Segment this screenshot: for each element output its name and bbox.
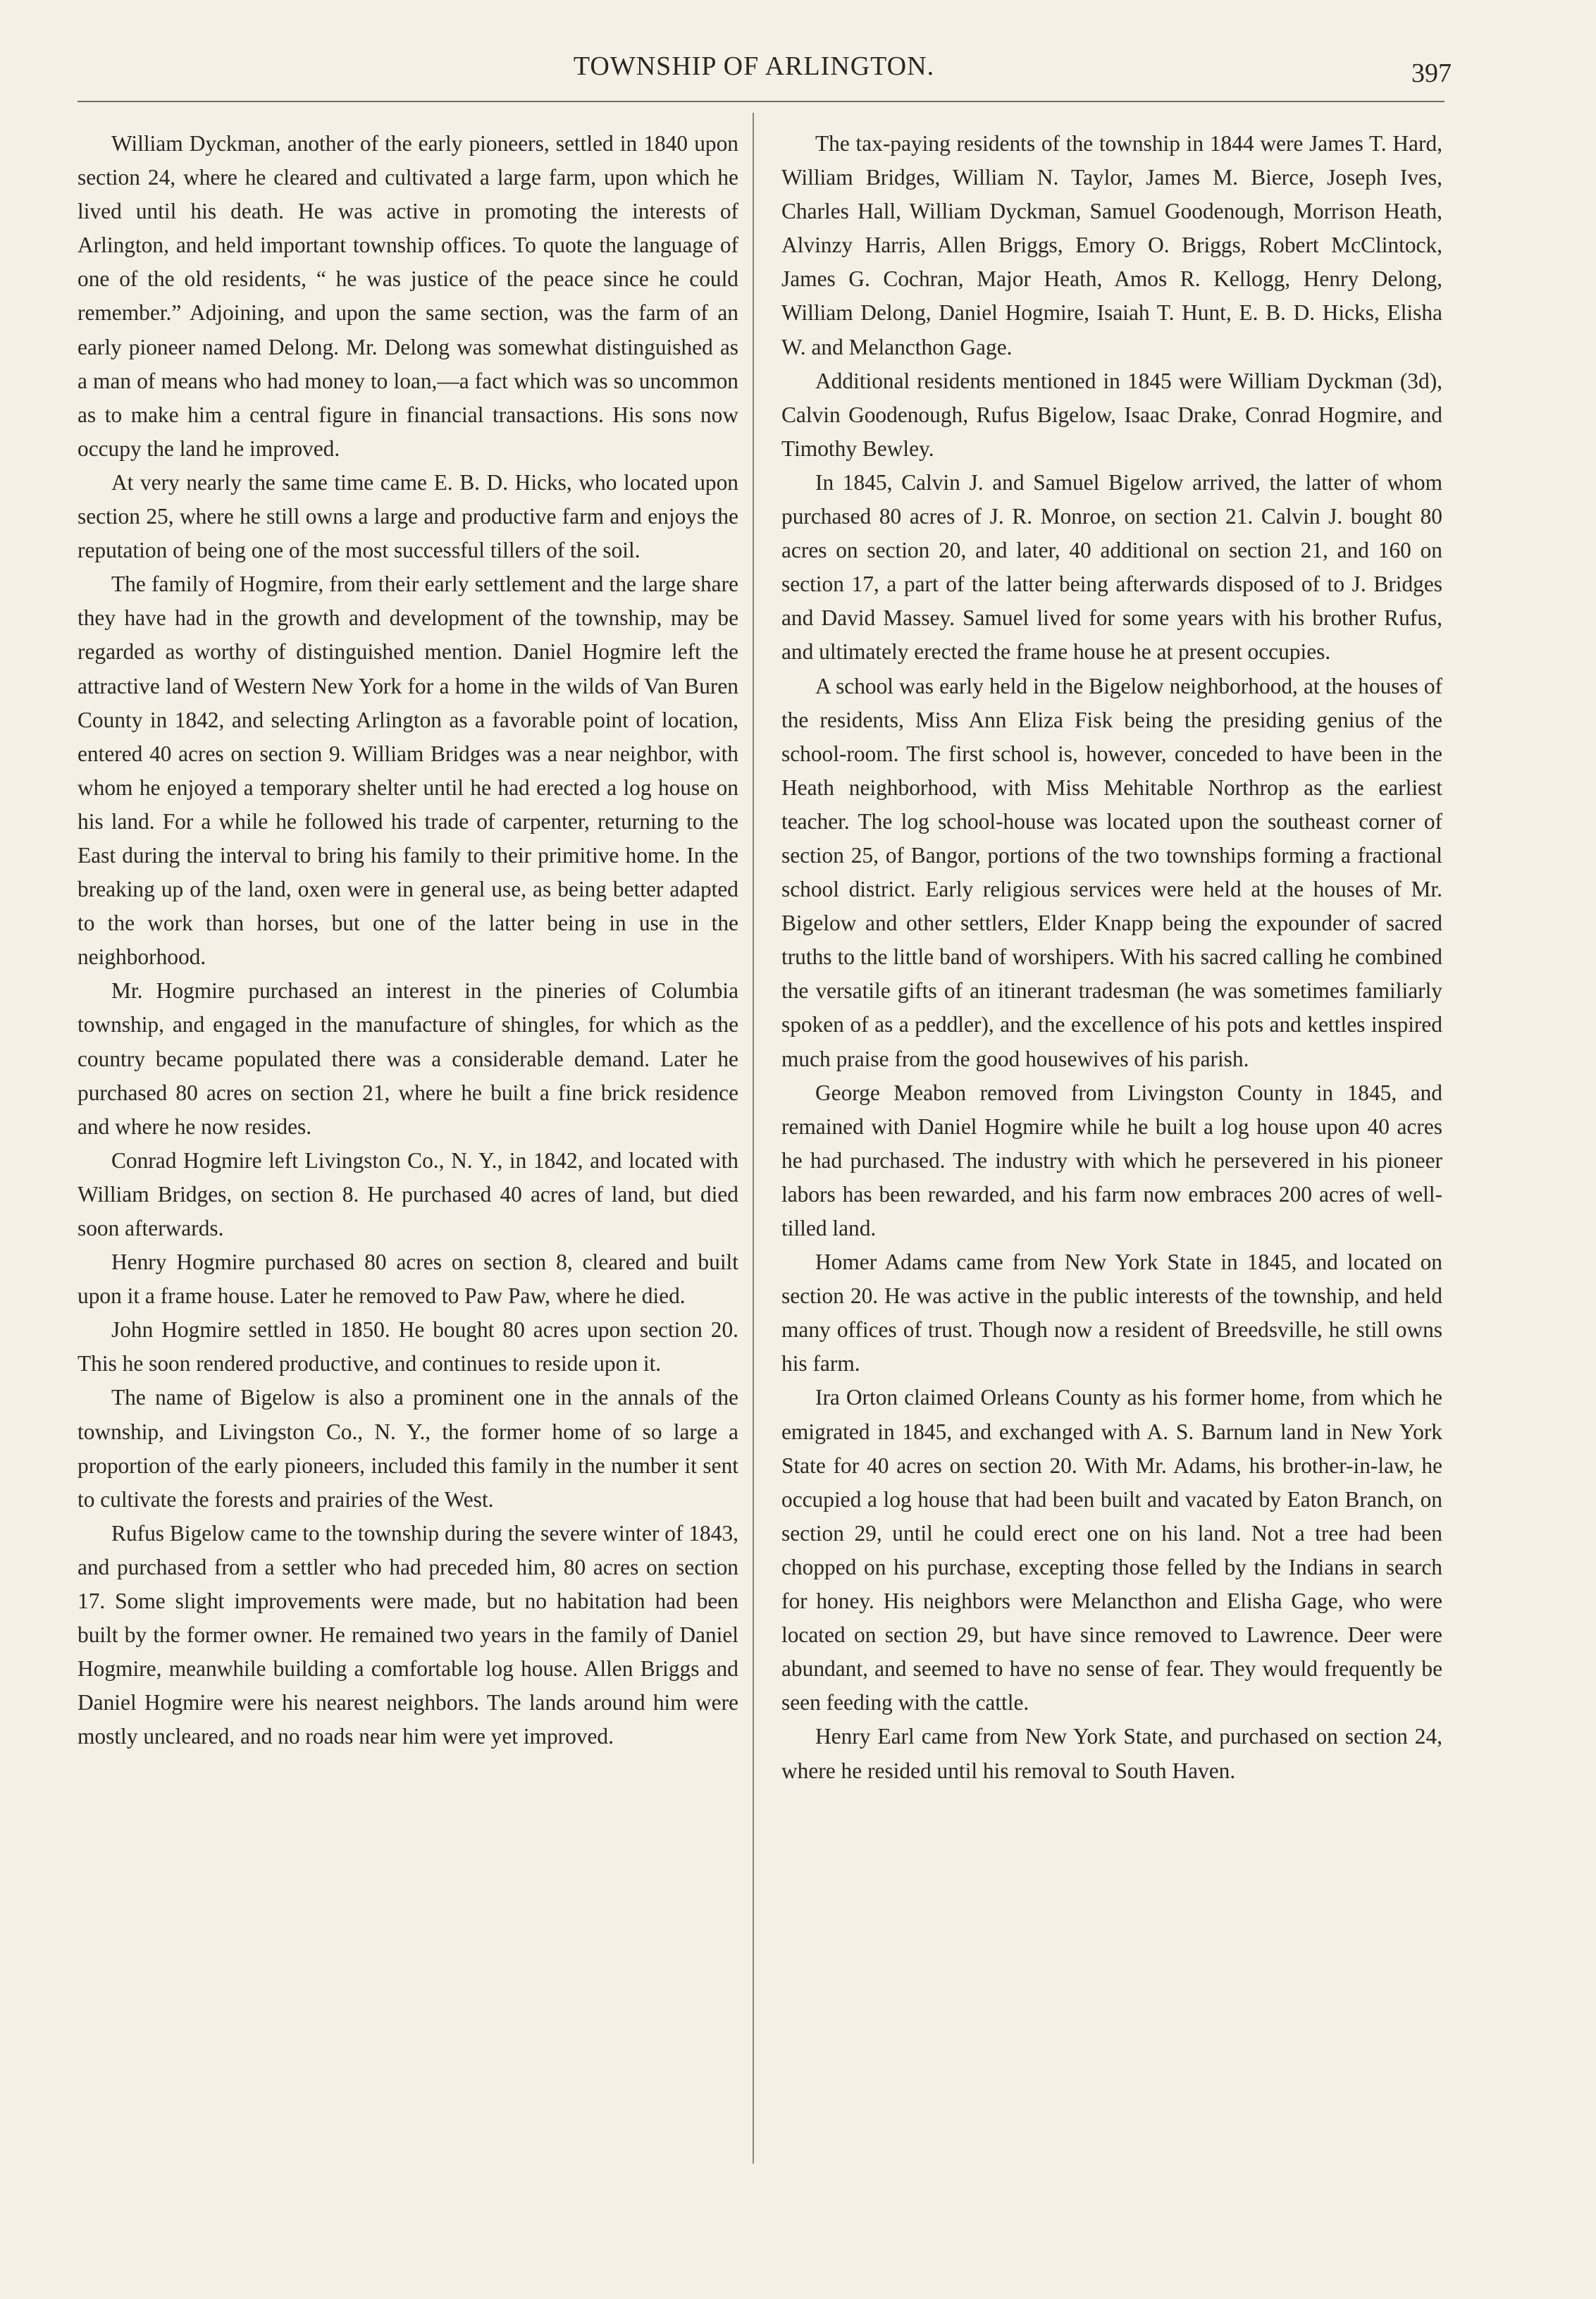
paragraph-homer-adams: Homer Adams came from New York State in 1845, and located on section 20. He was active in the public interests of the township, and held many offices of trust. Though now a resident of Breedsville, he still owns his farm.	[781, 1250, 1442, 1376]
paragraph-rufus-bigelow: Rufus Bigelow came to the township during the severe winter of 1843, and purchased from a settler who had preceded him, 80 acres on section 17. Some slight improvements were made, but no habitation had been built by the former owner. He remained two years in the family of Daniel Hogmire, meanwhile building a comfortable log house. Allen Briggs and Daniel Hogmire were his nearest neighbors. The lands around him were mostly uncleared, and no roads near him were yet improved.	[78, 1520, 738, 1749]
running-head: TOWNSHIP OF ARLINGTON.	[573, 51, 935, 81]
left-column	[78, 127, 738, 1754]
paragraph-hogmire-family: The family of Hogmire, from their early settlement and the large share they have had in the growth and development of the township, may be regarded as worthy of distinguished mention. Daniel Hogmire left the attractive land of Western New York for a home in the wilds of Van Buren County in 1842, and selecting Arlington as a favorable point of location, entered 40 acres on section 9. William Bridges was a near neighbor, with whom he enjoyed a temporary shelter until he had erected a log house on his land. For a while he followed his trade of carpenter, returning to the East during the interval to bring his family to their primitive home. In the breaking up of the land, oxen were in general use, as being better adapted to the work than horses, but one of the latter being in use in the neighborhood.	[78, 572, 738, 970]
right-column	[781, 127, 1442, 1788]
paragraph-calvin-samuel-bigelow: In 1845, Calvin J. and Samuel Bigelow arrived, the latter of whom purchased 80 acres of J. R. Monroe, on section 21. Calvin J. bought 80 acres on section 20, and later, 40 additional on section 21, and 160 on section 17, a part of the latter being afterwards disposed of to J. Bridges and David Massey. Samuel lived for some years with his brother Rufus, and ultimately erected the frame house he at present occupies.	[781, 469, 1442, 665]
paragraph-henry-earl: Henry Earl came from New York State, and purchased on section 24, where he resided until his removal to South Haven.	[781, 1724, 1442, 1783]
page-number: 397	[1411, 58, 1452, 88]
header-rule	[78, 101, 1445, 102]
paragraph-additional-residents: Additional residents mentioned in 1845 were William Dyckman (3d), Calvin Goodenough, Rufus Bigelow, Isaac Drake, Conrad Hogmire, and Timothy Bewley.	[781, 368, 1442, 461]
paragraph-hicks: At very nearly the same time came E. B. D. Hicks, who located upon section 25, where he still owns a large and productive farm and enjoys the reputation of being one of the most successful tillers of the soil.	[78, 469, 738, 563]
paragraph-conrad-hogmire: Conrad Hogmire left Livingston Co., N. Y., in 1842, and located with William Bridges, on section 8. He purchased 40 acres of land, but died soon afterwards.	[78, 1147, 738, 1240]
paragraph-george-meabon: George Meabon removed from Livingston County in 1845, and remained with Daniel Hogmire while he built a log house upon 40 acres he had purchased. The industry with which he persevered in his pioneer labors has been rewarded, and his farm now embraces 200 acres of well-tilled land.	[781, 1080, 1442, 1240]
paragraph-hogmire-pineries: Mr. Hogmire purchased an interest in the pineries of Columbia township, and engaged in the manufacture of shingles, for which as the country became populated there was a considerable demand. Later he purchased 80 acres on section 21, where he built a fine brick residence and where he now resides.	[78, 978, 738, 1139]
paragraph-bigelow: The name of Bigelow is also a prominent one in the annals of the township, and Livingston Co., N. Y., the former home of so large a proportion of the early pioneers, included this family in the number it sent to cultivate the forests and prairies of the West.	[78, 1385, 738, 1512]
paragraph-john-hogmire: John Hogmire settled in 1850. He bought 80 acres upon section 20. This he soon rendered productive, and continues to reside upon it.	[78, 1317, 738, 1376]
paragraph-school: A school was early held in the Bigelow neighborhood, at the houses of the residents, Miss Ann Eliza Fisk being the presiding genius of the school-room. The first school is, however, conceded to have been in the Heath neighborhood, with Miss Mehitable Northrop as the earliest teacher. The log school-house was located upon the southeast corner of section 25, of Bangor, portions of the two townships forming a fractional school district. Early religious services were held at the houses of Mr. Bigelow and other settlers, Elder Knapp being the expounder of sacred truths to the little band of worshipers. With his sacred calling he combined the versatile gifts of an itinerant tradesman (he was sometimes familiarly spoken of as a peddler), and the excellence of his pots and kettles inspired much praise from the good housewives of his parish.	[781, 673, 1442, 1071]
paragraph-henry-hogmire: Henry Hogmire purchased 80 acres on section 8, cleared and built upon it a frame house. Later he removed to Paw Paw, where he died.	[78, 1250, 738, 1309]
paragraph-ira-orton: Ira Orton claimed Orleans County as his former home, from which he emigrated in 1845, and exchanged with A. S. Barnum land in New York State for 40 acres on section 20. With Mr. Adams, his brother-in-law, he occupied a log house that had been built and vacated by Eaton Branch, on section 29, until he could erect one on his land. Not a tree had been chopped on his purchase, excepting those felled by the Indians in search for honey. His neighbors were Melancthon and Elisha Gage, who were located on section 29, but have since removed to Lawrence. Deer were abundant, and seemed to have no sense of fear. They would frequently be seen feeding with the cattle.	[781, 1385, 1442, 1715]
column-divider	[753, 113, 754, 2164]
paragraph-tax-paying-residents: The tax-paying residents of the township in 1844 were James T. Hard, William Bridges, William N. Taylor, James M. Bierce, Joseph Ives, Charles Hall, William Dyckman, Samuel Goodenough, Morrison Heath, Alvinzy Harris, Allen Briggs, Emory O. Briggs, Robert McClintock, James G. Cochran, Major Heath, Amos R. Kellogg, Henry Delong, William Delong, Daniel Hogmire, Isaiah T. Hunt, E. B. D. Hicks, Elisha W. and Melancthon Gage.	[781, 131, 1442, 359]
paragraph-dyckman: William Dyckman, another of the early pioneers, settled in 1840 upon section 24, where he cleared and cultivated a large farm, upon which he lived until his death. He was active in promoting the interests of Arlington, and held important township offices. To quote the language of one of the old residents, “ he was justice of the peace since he could remember.” Adjoining, and upon the same section, was the farm of an early pioneer named Delong. Mr. Delong was somewhat distinguished as a man of means who had money to loan,—a fact which was so uncommon as to make him a central figure in financial transactions. His sons now occupy the land he improved.	[78, 131, 738, 461]
